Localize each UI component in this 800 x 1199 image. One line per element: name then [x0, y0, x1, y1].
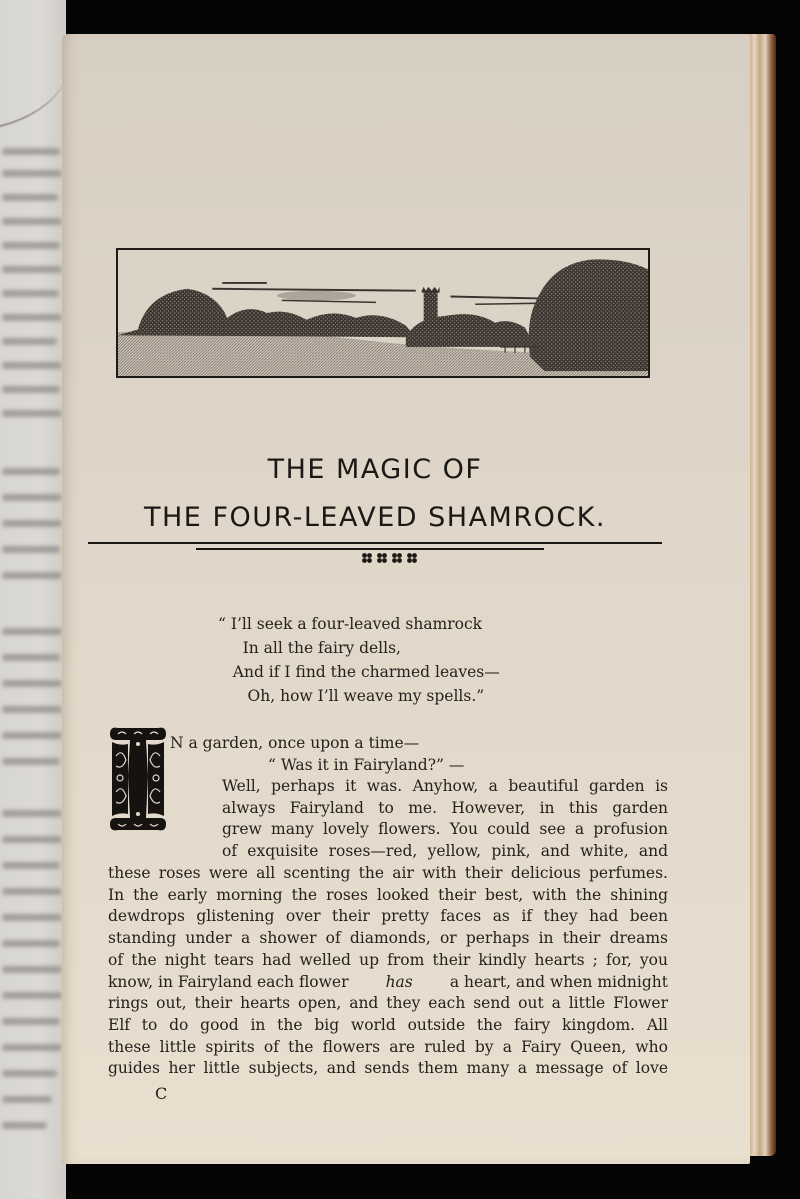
verse-line: In all the fairy dells, — [218, 639, 401, 657]
verse-line: And if I find the charmed leaves— — [218, 663, 500, 681]
body-line: of the night tears had welled up from their kindly hearts ; for, you — [108, 950, 668, 969]
body-line-with-italic — [108, 972, 668, 994]
verse-line: Oh, how I’ll weave my spells.” — [218, 687, 485, 705]
body-line: Well, perhaps it was. Anyhow, a beautiful garden is — [222, 777, 668, 795]
landscape-engraving-icon — [118, 250, 648, 376]
body-line: always Fairyland to me. However, in this garden — [222, 798, 668, 817]
italic-emphasis: has — [385, 972, 413, 991]
title-rule-upper — [88, 542, 662, 544]
body-line: Elf to do good in the big world outside the fairy kingdom. All — [108, 1015, 668, 1034]
chapter-title-line-1: THE MAGIC OF — [267, 454, 483, 485]
body-indented-paragraph — [222, 776, 668, 863]
body-line: grew many lovely flowers. You could see a profusion — [222, 820, 668, 839]
epigraph-verse — [218, 612, 500, 708]
body-line: these roses were all scenting the air with their delicious perfumes. — [108, 864, 668, 882]
body-full-paragraph — [108, 863, 668, 1080]
title-rule-lower — [196, 548, 544, 550]
body-line: guides her little subjects, and sends them many a message of love — [108, 1059, 668, 1078]
body-line: rings out, their hearts open, and they each send out a little Flower — [108, 994, 668, 1013]
left-page-blurred — [0, 0, 66, 1199]
body-text: know, in Fairyland each flower — [108, 972, 349, 991]
body-quote-line: “ Was it in Fairyland?” — — [268, 756, 465, 774]
shamrock-ornaments-icon — [360, 551, 420, 565]
verse-line: “ I’ll seek a four-leaved shamrock — [218, 615, 483, 633]
left-page-header-rule — [0, 60, 66, 132]
landscape-illustration — [116, 248, 650, 378]
chapter-title-line-2: THE FOUR-LEAVED SHAMROCK. — [144, 502, 606, 533]
body-line: standing under a shower of diamonds, or perhaps in their dreams — [108, 929, 668, 948]
body-line: dewdrops glistening over their pretty faces as if they had been — [108, 907, 668, 926]
shamrock-ornament-icon — [340, 551, 440, 568]
body-first-line: N a garden, once upon a time— — [170, 734, 420, 752]
body-line: of exquisite roses—red, yellow, pink, and white, and — [222, 842, 668, 861]
body-line: these little spirits of the flowers are ruled by a Fairy Queen, who — [108, 1037, 668, 1056]
printer-signature-mark: C — [155, 1084, 168, 1103]
ornate-drop-cap-i-icon — [108, 726, 168, 832]
body-line: In the early morning the roses looked their best, with the shining — [108, 885, 668, 904]
body-text: a heart, and when midnight — [449, 972, 668, 991]
